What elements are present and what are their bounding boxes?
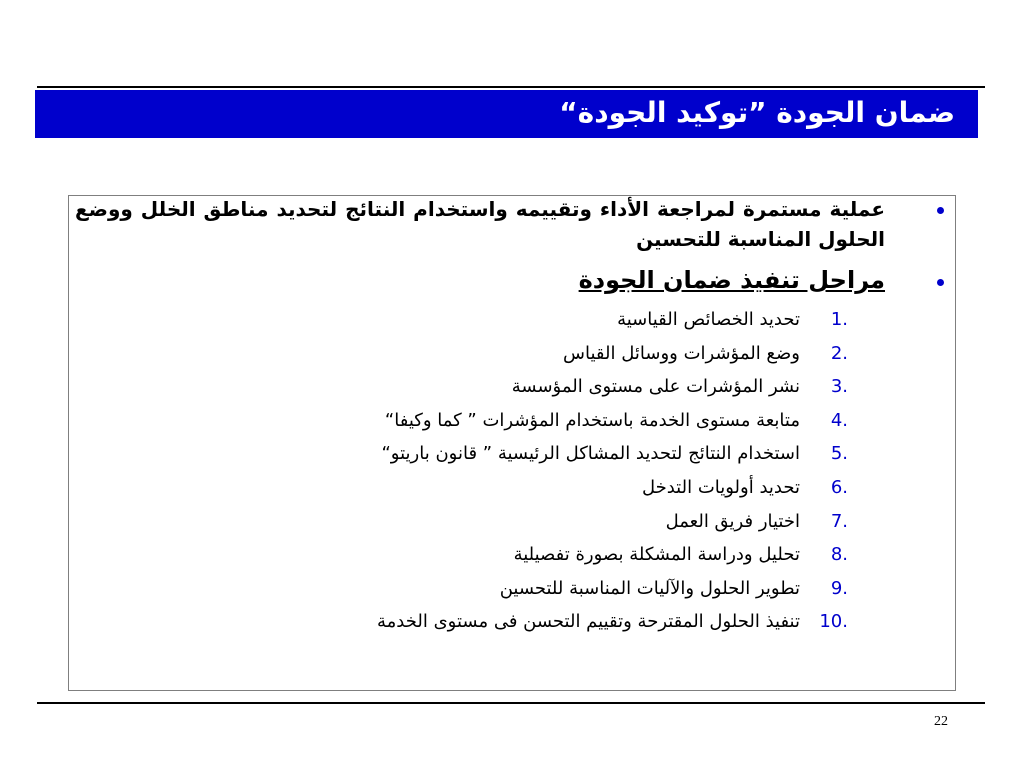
step-text: استخدام النتائج لتحديد المشاكل الرئيسية ” قانون باريتو“ [381,443,800,465]
step-number: 8. [830,544,848,566]
definition-bullet: عملية مستمرة لمراجعة الأداء وتقييمه واستخدام النتائج لتحديد مناطق الخلل ووضع الحلول المناسبة للتحسين [75,197,885,251]
step-text: تحليل ودراسة المشكلة بصورة تفصيلية [513,544,800,566]
slide-title: ضمان الجودة ”توكيد الجودة“ [559,96,955,129]
bullet-dot-icon [937,207,944,214]
step-number: 1. [830,309,848,330]
step-number: 2. [830,342,848,364]
step-number: 10. [819,611,848,633]
list-item [108,404,848,438]
step-text: تحديد الخصائص القياسية [617,309,800,330]
list-item [108,605,848,639]
step-text: اختيار فريق العمل [665,510,800,532]
step-number: 3. [830,376,848,398]
step-number: 4. [830,409,848,431]
list-item [108,437,848,471]
list-item [108,337,848,371]
list-item [108,505,848,539]
step-number: 7. [830,510,848,532]
steps-list [108,303,848,639]
list-item [108,471,848,505]
step-text: نشر المؤشرات على مستوى المؤسسة [511,376,800,398]
top-divider [37,86,985,88]
title-banner [35,90,978,138]
list-item [108,303,848,337]
step-text: تنفيذ الحلول المقترحة وتقييم التحسن فى مستوى الخدمة [377,611,800,633]
list-item [108,572,848,606]
step-number: 5. [830,443,848,465]
stages-heading: مراحل تنفيذ ضمان الجودة [578,266,885,294]
step-text: وضع المؤشرات ووسائل القياس [563,342,800,364]
list-item [108,538,848,572]
content-box [68,195,956,691]
step-text: تحديد أولويات التدخل [641,476,800,498]
step-number: 9. [830,577,848,599]
step-number: 6. [830,476,848,498]
step-text: متابعة مستوى الخدمة باستخدام المؤشرات ” كما وكيفا“ [384,409,800,431]
list-item [108,370,848,404]
page-number: 22 [934,714,948,729]
bullet-dot-icon [937,279,944,286]
bottom-divider [37,702,985,704]
step-text: تطوير الحلول والآليات المناسبة للتحسين [499,577,800,599]
